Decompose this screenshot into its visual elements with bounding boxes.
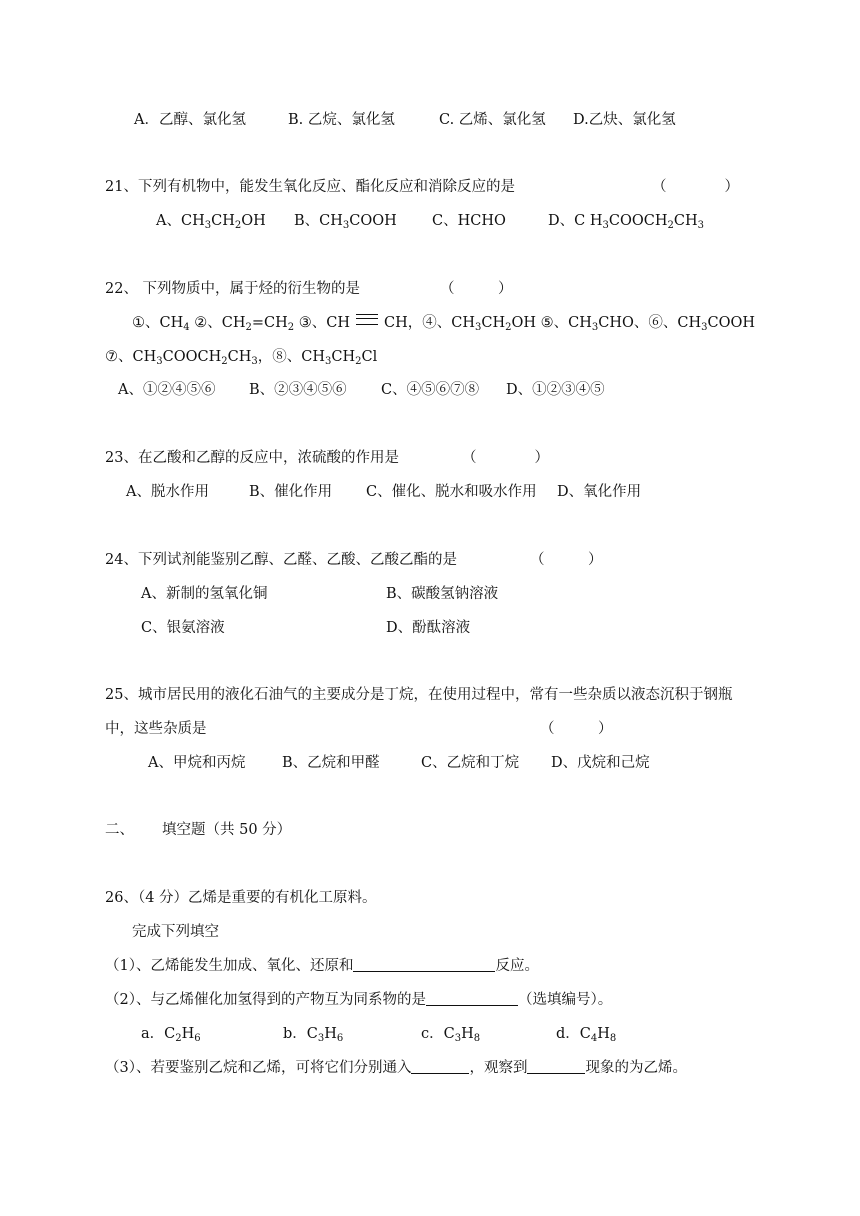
q26-option-a: a．$C_2H_6$ bbox=[141, 1026, 201, 1044]
q26-part3-text: （3）、若要鉴别乙烷和乙烯，可将它们分别通入 bbox=[105, 1060, 412, 1076]
q26-option-d: d．$C_4H_8$ bbox=[556, 1026, 617, 1044]
q21-stem: 21、下列有机物中，能发生氧化反应、酯化反应和消除反应的是 bbox=[105, 179, 515, 195]
q21-option-c: C、HCHO bbox=[432, 213, 506, 229]
q22-stem: 22、 下列物质中，属于烃的衍生物的是 bbox=[105, 281, 361, 297]
q24-option-b: B、碳酸氢钠溶液 bbox=[386, 586, 499, 602]
q25-option-d: D、戊烷和己烷 bbox=[551, 755, 650, 771]
q25-option-a: A、甲烷和丙烷 bbox=[148, 755, 246, 771]
q22-option-a: A、①②④⑤⑥ bbox=[118, 382, 216, 398]
q26-part3-blank2[interactable] bbox=[527, 1059, 585, 1074]
q23-option-c: C、催化、脱水和吸水作用 bbox=[366, 484, 537, 500]
q26-part2-blank[interactable] bbox=[426, 991, 518, 1006]
q26-part3 bbox=[105, 1058, 687, 1078]
q22-items-line2: ⑦、$CH_3COOCH_2CH_3$，⑧、$CH_3CH_2Cl$ bbox=[105, 349, 378, 367]
q26-intro: 完成下列填空 bbox=[132, 924, 219, 940]
q23-option-b: B、催化作用 bbox=[249, 484, 333, 500]
q22-answer-paren: （ ） bbox=[440, 281, 513, 297]
q21-option-a: A、$CH_3CH_2OH$ bbox=[156, 213, 266, 231]
q22-option-b: B、②③④⑤⑥ bbox=[249, 382, 347, 398]
q24-option-a: A、新制的氢氧化铜 bbox=[141, 586, 268, 602]
q26-part1-tail: 反应。 bbox=[495, 958, 539, 974]
q21-option-b: B、$CH_3COOH$ bbox=[294, 213, 397, 231]
q25-option-c: C、乙烷和丁烷 bbox=[421, 755, 520, 771]
triple-bond-icon bbox=[356, 314, 378, 325]
q26-part1-blank[interactable] bbox=[353, 957, 495, 972]
q26-part2-tail: （选填编号）。 bbox=[517, 992, 613, 1008]
section-title: 填空题（共 50 分） bbox=[162, 822, 292, 838]
q23-stem: 23、在乙酸和乙醇的反应中，浓硫酸的作用是 bbox=[105, 450, 399, 466]
q20-option-c: C. 乙烯、氯化氢 bbox=[439, 112, 546, 128]
q26-part3-tail: 现象的为乙烯。 bbox=[585, 1060, 687, 1076]
q25-answer-paren: （ ） bbox=[540, 721, 613, 737]
q26-option-b: b．$C_3H_6$ bbox=[283, 1026, 344, 1044]
q23-option-a: A、脱水作用 bbox=[126, 484, 209, 500]
q25-stem2: 中，这些杂质是 bbox=[105, 721, 207, 737]
q24-stem: 24、下列试剂能鉴别乙醇、乙醛、乙酸、乙酸乙酯的是 bbox=[105, 552, 457, 568]
q22-items-line1: ①、$CH_4$ ②、$CH_2=CH_2$ ③、CH CH，④、$CH_3CH_2OH$ ⑤、$CH_3CHO$、⑥、$CH_3COOH$ bbox=[132, 315, 755, 333]
q26-part1 bbox=[105, 956, 539, 976]
q25-stem: 25、城市居民用的液化石油气的主要成分是丁烷，在使用过程中，常有一些杂质以液态沉积于钢瓶 bbox=[105, 687, 733, 703]
q26-option-c: c．$C_3H_8$ bbox=[421, 1026, 481, 1044]
q26-part3-blank1[interactable] bbox=[411, 1059, 469, 1074]
q20-option-a: A．乙醇、氯化氢 bbox=[134, 112, 246, 128]
q24-option-c: C、银氨溶液 bbox=[141, 620, 225, 636]
q24-answer-paren: （ ） bbox=[530, 552, 603, 568]
q20-option-b: B. 乙烷、氯化氢 bbox=[288, 112, 395, 128]
q26-part1-text: （1）、乙烯能发生加成、氧化、还原和 bbox=[105, 958, 354, 974]
q23-answer-paren: （ ） bbox=[462, 450, 549, 466]
q21-answer-paren: （ ） bbox=[652, 179, 739, 195]
q22-option-d: D、①②③④⑤ bbox=[506, 382, 605, 398]
q25-option-b: B、乙烷和甲醛 bbox=[282, 755, 380, 771]
q26-stem: 26、（4 分）乙烯是重要的有机化工原料。 bbox=[105, 890, 377, 906]
q23-option-d: D、氧化作用 bbox=[557, 484, 642, 500]
q24-option-d: D、酚酞溶液 bbox=[386, 620, 471, 636]
q26-part3-mid: ，观察到 bbox=[469, 1060, 528, 1076]
section-number: 二、 bbox=[105, 822, 134, 838]
q26-part2 bbox=[105, 990, 612, 1010]
q20-option-d: D.乙炔、氯化氢 bbox=[573, 112, 676, 128]
q21-option-d: D、C $H_3COOCH_2CH_3$ bbox=[548, 213, 704, 231]
q26-part2-text: （2）、与乙烯催化加氢得到的产物互为同系物的是 bbox=[105, 992, 426, 1008]
q22-option-c: C、④⑤⑥⑦⑧ bbox=[381, 382, 480, 398]
